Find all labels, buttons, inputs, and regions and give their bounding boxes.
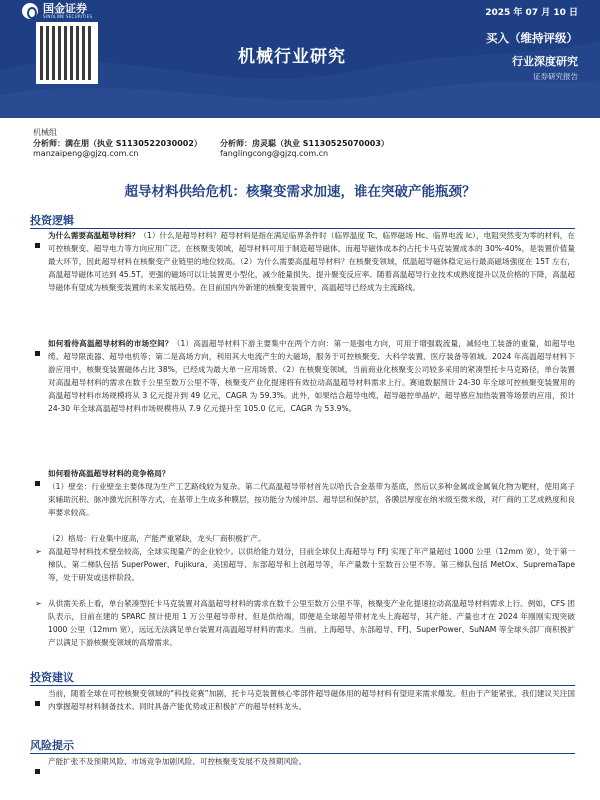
bullet-square-icon xyxy=(35,233,43,241)
paragraph-supply-demand: 从供需关系上看，单台紧凑型托卡马克装置对高温超导材料的需求在数千公里至数万公里不等，核聚变产业化提速拉动高温超导材料需求上行。例如，CFS 团队表示，目前在建的 SPARC 预计使用 1 万公里超导带材。但是供给端，即便是全球超导带材龙头上海超导，其产能、产量也才在 2024 年刚刚实现突破 1000 公里（12mm 宽），远远无法满足单台装置对高温超导材料的需求。当前，上海超导、东部超导、FFJ、SuperPower、SuNAM 等全球头部厂商积极扩产以满足下游核聚变领域的高增需求。 xyxy=(48,599,575,647)
company-logo xyxy=(22,3,92,19)
paragraph-heading: 为什么需要高温超导材料？ xyxy=(48,231,140,240)
section-title: 投资逻辑 xyxy=(30,214,74,227)
analyst-1-email[interactable]: manzaipeng@gjzq.com.cn xyxy=(33,149,139,158)
rating-badge: 买入（维持评级） xyxy=(486,31,578,45)
header-banner xyxy=(0,0,600,118)
report-type: 行业深度研究 xyxy=(512,55,578,68)
paragraph-advice: 当前，随着全球在可控核聚变领域的“科技竞赛”加剧，托卡马克装置核心零部件超导磁体用的超导材料有望迎来需求爆发。但由于产能紧张，我们建议关注国内掌握超导材料制备技术、同时具备产能优势或正积极扩产的超导材料龙头。 xyxy=(48,689,575,711)
paragraph-heading: 如何看待高温超导材料的竞争格局？ xyxy=(48,469,170,478)
paragraph-risk: 产能扩张不及预期风险、市场竞争加剧风险、可控核聚变发展不及预期风险。 xyxy=(48,757,307,766)
bullet-square-icon xyxy=(35,471,43,479)
paragraph-landscape: （2）格局：行业集中度高，产能严重紧缺，龙头厂商积极扩产。 xyxy=(48,534,266,543)
analyst-1: 分析师：满在朋（执业 S1130522030002） xyxy=(33,138,202,148)
report-title: 机械行业研究 xyxy=(238,47,346,67)
paragraph-market-space xyxy=(48,337,575,415)
report-date: 2025 年 07 月 10 日 xyxy=(485,8,578,18)
section-divider xyxy=(30,753,575,754)
bullet-square-icon xyxy=(35,759,43,767)
arrow-bullet-icon: ➢ xyxy=(35,547,42,556)
section-divider xyxy=(30,685,575,686)
paragraph-tiers: 高温超导材料技术壁垒较高，全球实现量产的企业较少。以供给能力划分，目前全球仅上海超导与 FFJ 实现了年产量超过 1000 公里（12mm 宽），处于第一梯队。第二梯队包括 SuperPower、Fujikura、美国超导、东部超导和上创超导等，年产量数十至数百公里不等。第三梯队包括 MetOx、SupremaTape 等，处于研发或送样阶段。 xyxy=(48,547,575,582)
analyst-2-email[interactable]: fanglingcong@gjzq.com.cn xyxy=(220,149,329,158)
section-title: 风险提示 xyxy=(30,739,74,752)
sector-label: 机械组 xyxy=(33,128,57,137)
section-title: 投资建议 xyxy=(30,671,74,684)
section-heading-logic xyxy=(30,212,575,228)
logo-text: 国金证券 xyxy=(43,2,87,15)
bullet-square-icon xyxy=(35,341,43,349)
section-heading-advice xyxy=(30,669,575,685)
logo-icon xyxy=(22,3,38,19)
paragraph-body: （1）高温超导材料下游主要集中在两个方向：第一是强电方向，可用于增强载流量，减轻电工装备的重量，如超导电缆、超导限流器、超导电机等；第二是高场方向，利用其大电流产生的大磁场，服务于可控核聚变、大科学装置、医疗装备等领域。2024 年高温超导材料下游应用中，核聚变装置磁体占比 38%，已经成为最大单一应用场景。（2）在核聚变领域，当前商业化核聚变公司较多采用的紧凑型托卡马克路径，单台装置对高温超导材料的需求在数千公里至数万公里不等，核聚变产业化提速将有效拉动高温超导材料需求上行。赛迪数据预计 24-30 年全球可控核聚变装置用的高温超导材料市场规模将从 3 亿元提升到 49 亿元，CAGR 为 59.3%。此外，如果结合超导电缆、超导磁控单晶炉、超导感应加热装置等场景的应用，预计 24-30 年全球高温超导材料市场规模将从 7.9 亿元提升至 105.0 亿元，CAGR 为 53.9%。 xyxy=(48,339,576,413)
paragraph-why-hts xyxy=(48,229,575,294)
bullet-square-icon xyxy=(35,691,43,699)
paragraph-competition-heading xyxy=(48,467,575,480)
paragraph-heading: 如何看待高温超导材料的市场空间？ xyxy=(48,339,173,348)
logo-subtext: SINOLINK SECURITIES xyxy=(43,14,93,19)
analyst-block xyxy=(33,128,389,160)
paragraph-barrier: （1）壁垒：行业壁垒主要体现为生产工艺路线较为复杂。第二代高温超导带材首先以哈氏合金基带为基底，然后以多种金属或金属氧化物为靶材，使用离子束辅助沉积、脉冲激光沉积等方式，在基带上生成多种膜层，按功能分为缓冲层、超导层和保护层，各膜层厚度在纳米级至微米级，对厂商的工艺成熟度和良率要求较高。 xyxy=(48,482,575,517)
arrow-bullet-icon: ➢ xyxy=(35,599,42,608)
section-heading-risk xyxy=(30,737,575,753)
paragraph-body: （1）什么是超导材料？超导材料是指在满足临界条件时（临界温度 Tc、临界磁场 Hc、临界电流 Ic），电阻突然变为零的材料，在可控核聚变、超导电力等方向应用广泛。在核聚变领域，超导材料可用于制造超导磁体，而超导磁体成本约占托卡马克装置成本的 30%-40%，是装置价值量最大环节，因此超导材料在核聚变产业链里的地位较高。（2）为什么需要高温超导材料？在核聚变领域，低温超导磁体稳定运行最高磁场强度在 15T 左右，高温超导磁体可达到 45.5T。更强的磁场可以让装置更小型化，减少能量损失、提升聚变反应率。随着高温超导行业技术成熟度提升以及价格的下降，高温超导磁体有望成为核聚变装置的未来发展趋势。在目前国内外新建的核聚变装置中，高温超导已经成为主流路线。 xyxy=(48,231,576,292)
analyst-2: 分析师：房灵聪（执业 S1130525070003） xyxy=(220,138,389,148)
main-title: 超导材料供给危机：核聚变需求加速，谁在突破产能瓶颈？ xyxy=(124,184,476,200)
qr-code-icon xyxy=(36,22,98,84)
report-kind: 证券研究报告 xyxy=(533,72,578,81)
